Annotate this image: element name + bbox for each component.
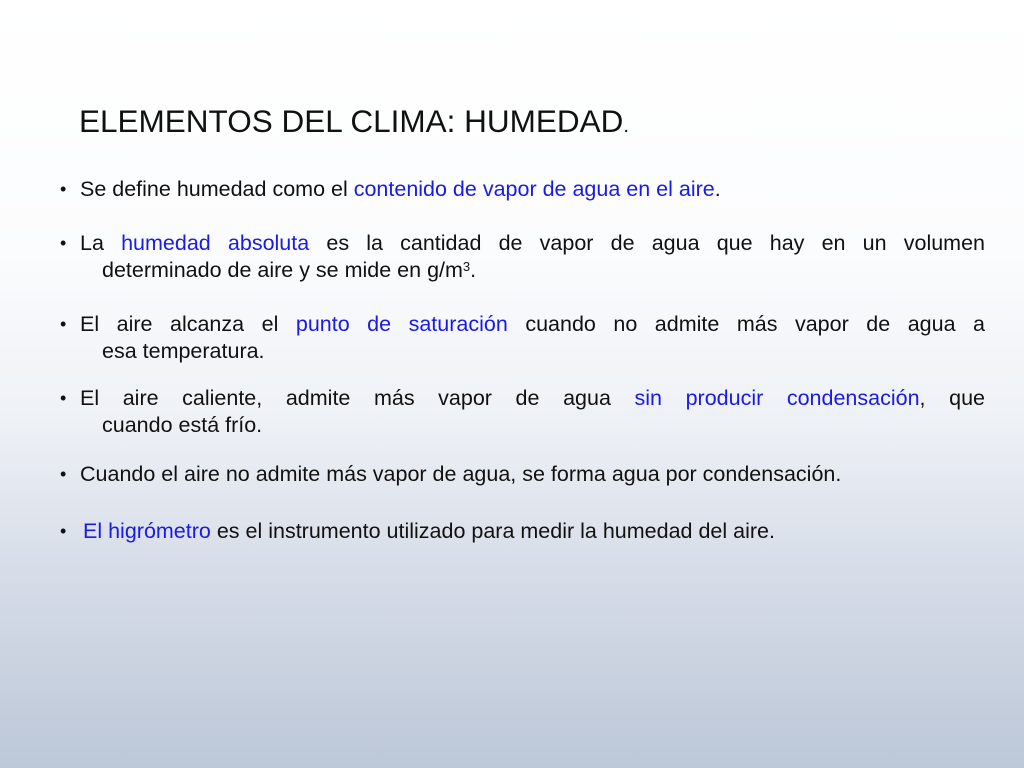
bullet-text-pre: El aire caliente, admite más vapor de agua bbox=[80, 386, 635, 410]
bullet-highlight: contenido de vapor de agua en el aire bbox=[353, 177, 715, 201]
bullet-highlight: humedad absoluta bbox=[121, 231, 310, 255]
bullet-text-post: , que bbox=[919, 386, 985, 410]
slide-title bbox=[79, 101, 629, 146]
bullet-text-pre: El aire alcanza el bbox=[80, 312, 296, 336]
bullet-text bbox=[80, 176, 985, 203]
bullet-text-post: cuando no admite más vapor de agua a bbox=[507, 312, 985, 336]
slide-title-period: . bbox=[623, 115, 629, 137]
bullet-dot-icon: • bbox=[60, 464, 67, 484]
bullet-text-continuation: esa temperatura. bbox=[102, 339, 265, 363]
bullet-item-hygrometer bbox=[60, 518, 985, 545]
bullet-text bbox=[80, 230, 985, 257]
bullet-highlight: punto de saturación bbox=[295, 312, 508, 336]
bullet-item-saturation bbox=[60, 311, 985, 365]
bullet-item-warm-air bbox=[60, 385, 985, 439]
bullet-text-post: es el instrumento utilizado para medir la humedad del aire. bbox=[210, 519, 775, 543]
bullet-item-condensation bbox=[60, 461, 985, 488]
bullet-text-post: es la cantidad de vapor de agua que hay en un volumen bbox=[309, 231, 985, 255]
bullet-dot-icon: • bbox=[60, 521, 67, 541]
bullet-text-continuation: cuando está frío. bbox=[102, 413, 263, 437]
bullet-line2-text: determinado de aire y se mide en g/m bbox=[102, 258, 463, 282]
bullet-dot-icon: • bbox=[60, 179, 67, 199]
bullet-highlight: El higrómetro bbox=[83, 519, 211, 543]
bullet-line2-superscript: 3 bbox=[462, 259, 471, 274]
bullet-text bbox=[80, 385, 985, 412]
bullet-highlight: sin producir condensación bbox=[634, 386, 920, 410]
slide-title-text: ELEMENTOS DEL CLIMA: HUMEDAD bbox=[79, 103, 624, 139]
bullet-dot-icon: • bbox=[60, 388, 67, 408]
bullet-text-post: . bbox=[714, 177, 721, 201]
bullet-text-continuation bbox=[102, 257, 985, 284]
bullet-text: Cuando el aire no admite más vapor de agua, se forma agua por condensación. bbox=[80, 462, 842, 486]
bullet-dot-icon: • bbox=[60, 233, 67, 253]
bullet-text-pre: Se define humedad como el bbox=[80, 177, 354, 201]
bullet-item-definition bbox=[60, 176, 985, 203]
bullet-item-absolute-humidity bbox=[60, 230, 985, 284]
bullet-dot-icon: • bbox=[60, 314, 67, 334]
bullet-text bbox=[83, 518, 985, 545]
bullet-text bbox=[80, 311, 985, 338]
bullet-text-pre: La bbox=[80, 231, 122, 255]
bullet-line2-end: . bbox=[470, 258, 477, 282]
